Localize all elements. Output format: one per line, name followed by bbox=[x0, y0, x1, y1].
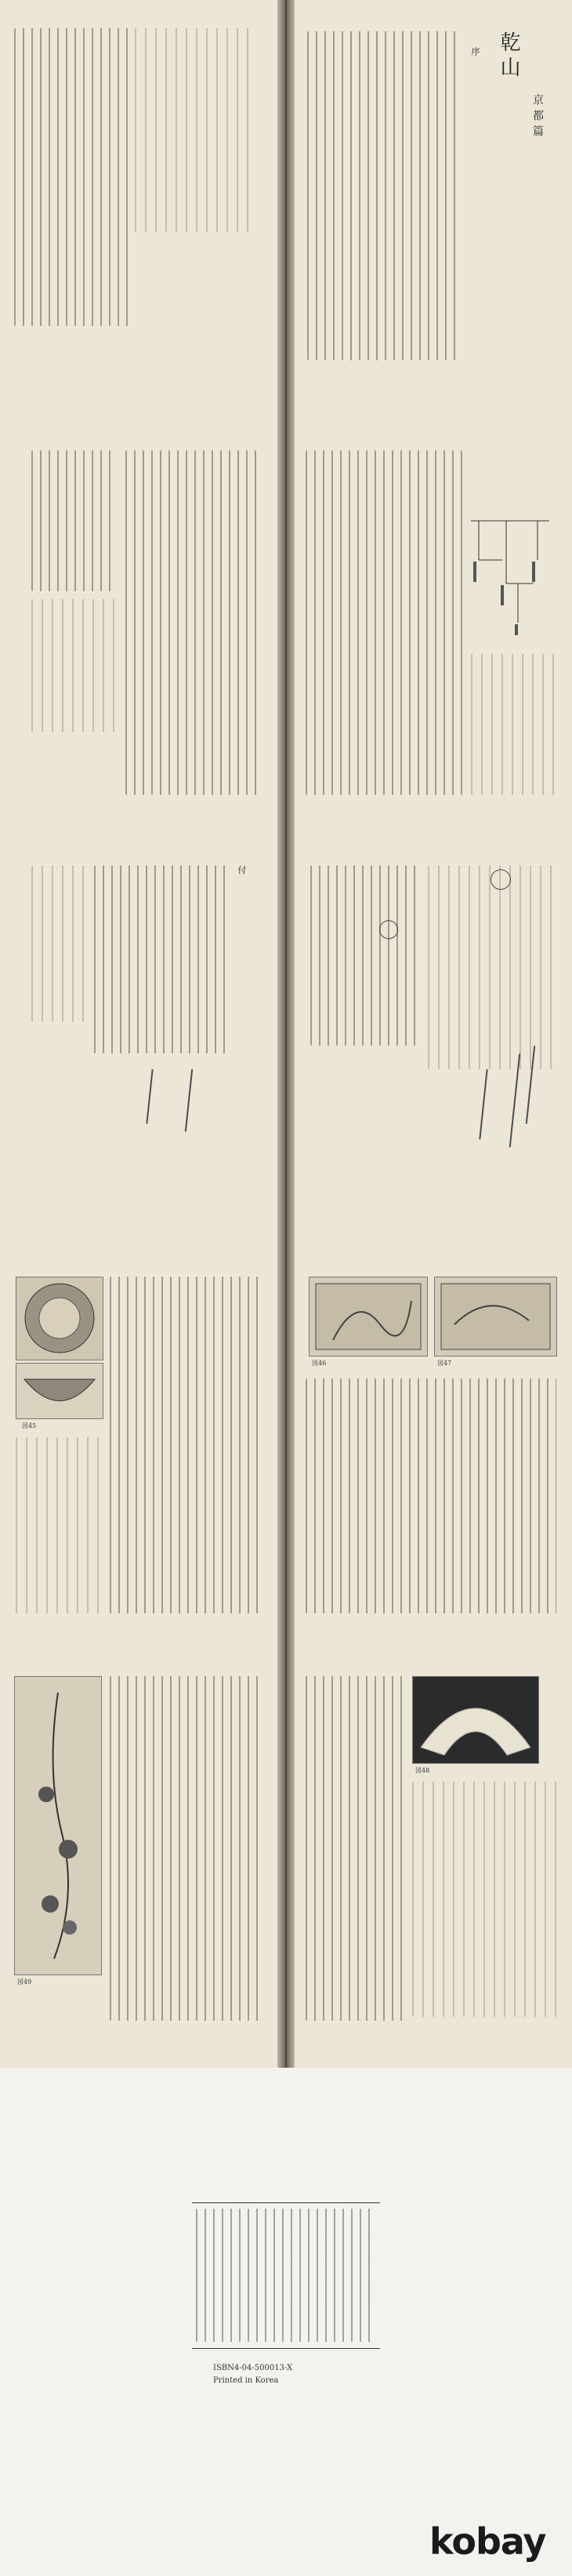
book-spread-3 bbox=[0, 834, 572, 1245]
pencil-circle-mark bbox=[491, 869, 511, 890]
body-text-columns bbox=[471, 654, 557, 795]
body-text-columns bbox=[16, 1437, 102, 1613]
handwritten-note bbox=[479, 1069, 487, 1140]
section-heading: 付 bbox=[237, 865, 247, 879]
body-text-columns bbox=[306, 1378, 556, 1613]
isbn-line: ISBN4-04-500013-X bbox=[213, 2364, 293, 2372]
right-page bbox=[295, 1645, 572, 2068]
figure-bowl-top bbox=[16, 1277, 103, 1360]
figure-square-dish-1 bbox=[309, 1277, 428, 1357]
figure-caption: 図49 bbox=[17, 1978, 32, 1985]
right-page bbox=[295, 834, 572, 1245]
chapter-title: 乾山 bbox=[497, 31, 520, 81]
left-page bbox=[0, 1645, 277, 2068]
left-page bbox=[0, 1245, 277, 1645]
colophon-text bbox=[196, 2209, 376, 2342]
body-text-columns bbox=[94, 865, 227, 1053]
figure-caption: 図45 bbox=[22, 1422, 37, 1429]
book-gutter bbox=[277, 1645, 295, 2068]
body-text-columns bbox=[31, 450, 118, 591]
right-page bbox=[295, 0, 572, 419]
book-gutter bbox=[277, 0, 295, 419]
colophon-rule bbox=[192, 2202, 380, 2203]
book-gutter bbox=[277, 419, 295, 834]
handwritten-note bbox=[146, 1069, 153, 1124]
body-text-columns bbox=[125, 450, 259, 795]
genealogy-chart bbox=[463, 513, 557, 638]
body-text-columns bbox=[428, 865, 553, 1069]
left-page bbox=[0, 0, 277, 419]
book-gutter bbox=[277, 834, 295, 1245]
book-spread-4 bbox=[0, 1245, 572, 1645]
book-spread-5 bbox=[0, 1645, 572, 2068]
body-text-columns bbox=[307, 31, 461, 360]
printed-in-line: Printed in Korea bbox=[213, 2376, 279, 2385]
body-text-columns bbox=[306, 450, 462, 795]
body-text-columns bbox=[412, 1782, 557, 2017]
book-spread-1 bbox=[0, 0, 572, 419]
left-page bbox=[0, 419, 277, 834]
body-text-columns bbox=[31, 865, 86, 1022]
colophon-rule bbox=[192, 2348, 380, 2349]
body-text-columns bbox=[306, 1676, 407, 2021]
chapter-subtitle: 京都篇 bbox=[531, 94, 544, 141]
book-spread-2 bbox=[0, 419, 572, 834]
body-text-columns bbox=[14, 28, 132, 326]
body-text-columns bbox=[310, 865, 420, 1046]
body-text-columns bbox=[135, 28, 252, 232]
figure-caption: 図47 bbox=[437, 1360, 452, 1367]
figure-caption: 図48 bbox=[415, 1767, 430, 1774]
figure-hanging-scroll bbox=[14, 1676, 102, 1975]
colophon-page bbox=[0, 2068, 572, 2576]
body-text-columns bbox=[31, 599, 118, 732]
figure-bowl-side bbox=[16, 1363, 103, 1419]
figure-fan-painting bbox=[412, 1676, 539, 1764]
figure-square-dish-2 bbox=[434, 1277, 557, 1357]
section-heading: 序 bbox=[470, 47, 480, 60]
right-page bbox=[295, 1245, 572, 1645]
pencil-circle-mark bbox=[379, 920, 398, 939]
book-gutter bbox=[277, 1245, 295, 1645]
left-page bbox=[0, 834, 277, 1245]
kobay-watermark: kobay bbox=[429, 2520, 546, 2563]
right-page bbox=[295, 419, 572, 834]
body-text-columns bbox=[110, 1277, 259, 1613]
handwritten-note bbox=[185, 1069, 193, 1132]
body-text-columns bbox=[110, 1676, 259, 2021]
figure-caption: 図46 bbox=[312, 1360, 327, 1367]
